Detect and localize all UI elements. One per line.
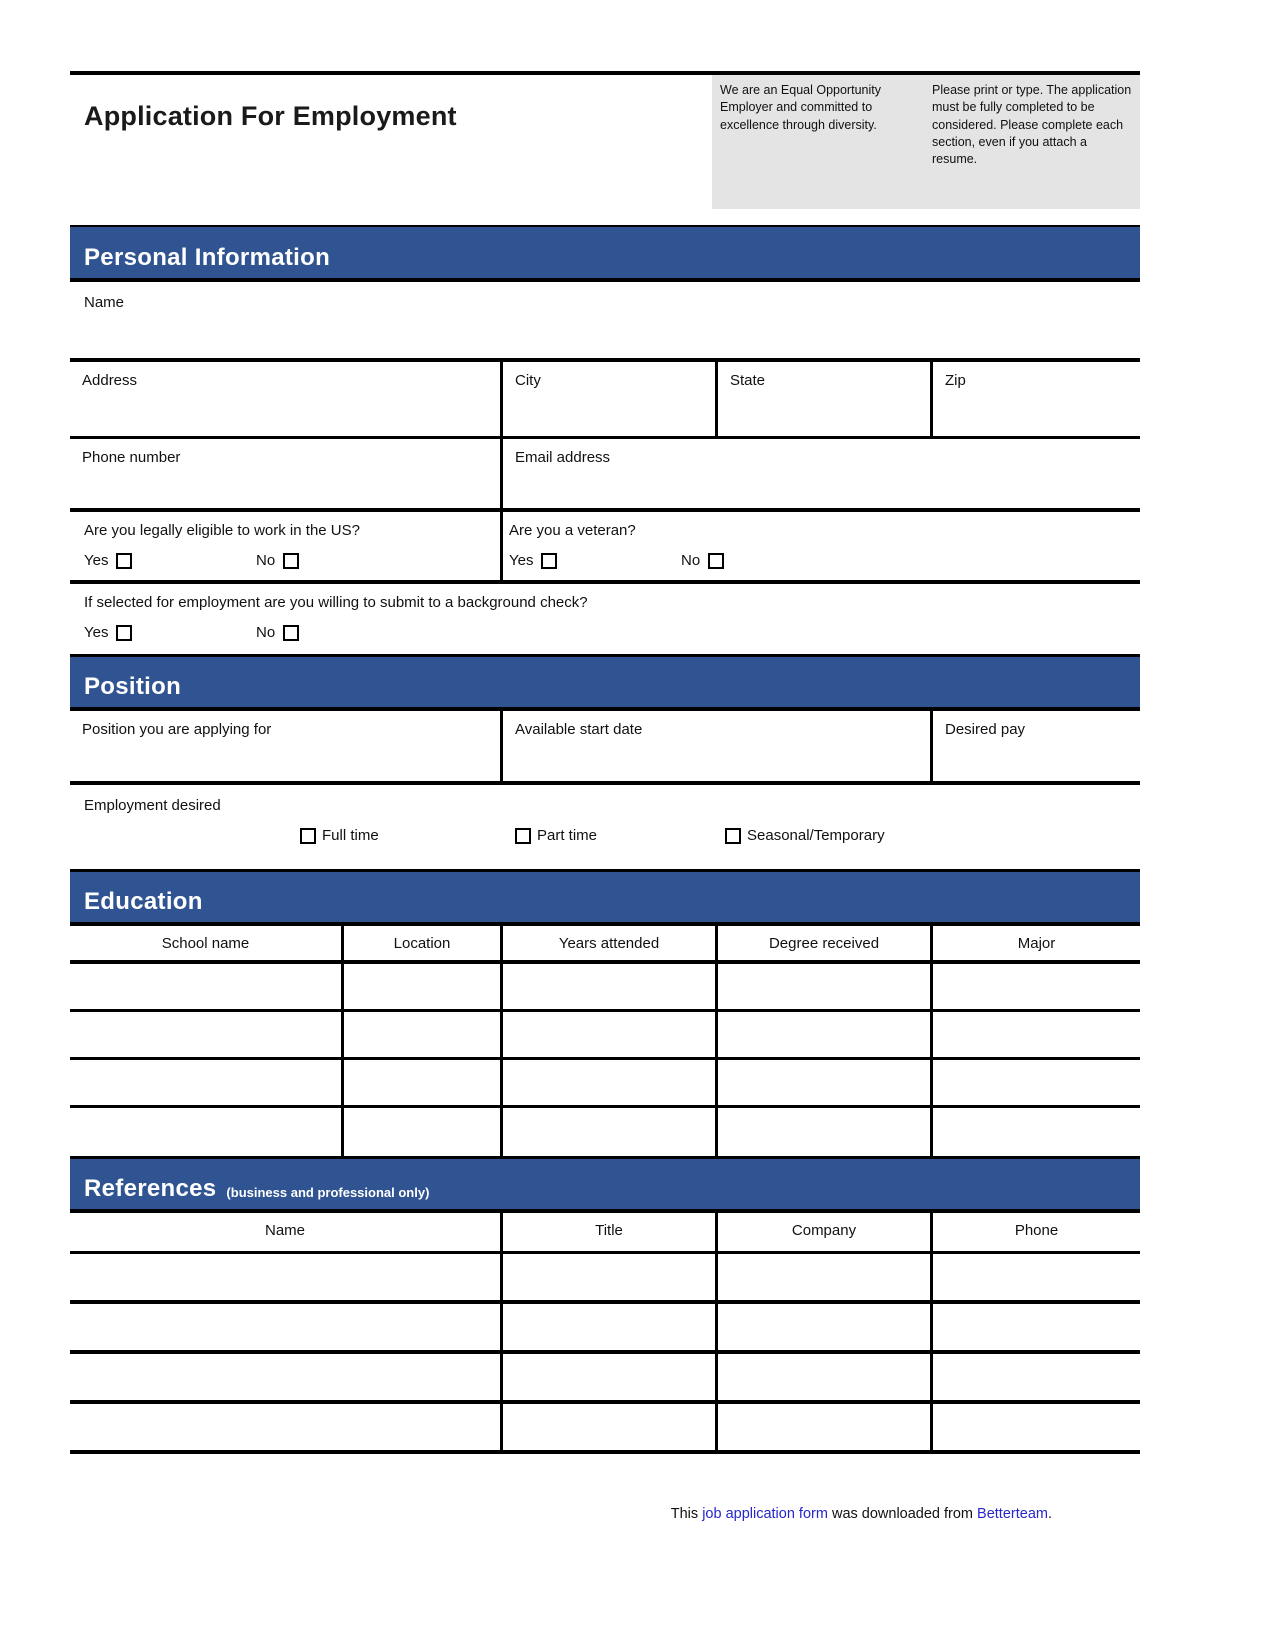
phone-label: Phone number (82, 449, 181, 466)
eeo-notice-text: We are an Equal Opportunity Employer and committed to excellence through diversity. (720, 83, 881, 132)
name-field[interactable] (70, 282, 1140, 358)
education-col-years-attended: Years attended (500, 926, 715, 960)
education-cell-degree[interactable] (715, 964, 930, 1009)
footer-attribution (70, 1506, 1140, 1522)
education-cell-years[interactable] (500, 1012, 715, 1057)
page-title: Application For Employment (84, 101, 457, 131)
reference-cell-company[interactable] (715, 1404, 930, 1450)
reference-cell-title[interactable] (500, 1304, 715, 1350)
references-table-row (70, 1304, 1140, 1354)
education-header-row (70, 926, 1140, 964)
footer-prefix: This (670, 1506, 703, 1522)
references-subtitle: (business and professional only) (226, 1185, 430, 1200)
background-no-checkbox[interactable] (283, 625, 299, 641)
veteran-question-cell (500, 512, 1140, 580)
footer-suffix: . (1047, 1506, 1052, 1522)
employment-desired-block (70, 785, 1140, 869)
education-cell-school[interactable] (70, 964, 341, 1009)
footer-middle: was downloaded from (827, 1506, 978, 1522)
job-application-form-link[interactable]: job application form (702, 1506, 828, 1522)
start-date-label: Available start date (515, 721, 643, 738)
reference-cell-title[interactable] (500, 1354, 715, 1400)
veteran-question-label: Are you a veteran? (509, 522, 636, 539)
education-cell-degree[interactable] (715, 1060, 930, 1105)
education-title: Education (84, 888, 203, 915)
education-col-degree-received: Degree received (715, 926, 930, 960)
education-cell-location[interactable] (341, 1012, 500, 1057)
education-col-location: Location (341, 926, 500, 960)
section-header-references (70, 1156, 1140, 1213)
education-col-major: Major (930, 926, 1140, 960)
references-header-row (70, 1213, 1140, 1254)
education-cell-degree[interactable] (715, 1108, 930, 1156)
part-time-label: Part time (537, 827, 598, 844)
full-time-label: Full time (322, 827, 379, 844)
reference-cell-phone[interactable] (930, 1304, 1140, 1350)
state-label: State (730, 372, 766, 389)
eligible-yes-label: Yes (84, 552, 109, 569)
education-table-row (70, 1108, 1140, 1156)
desired-pay-field[interactable] (930, 711, 1140, 781)
eligibility-question-label: Are you legally eligible to work in the US? (84, 522, 360, 539)
personal-information-title: Personal Information (84, 244, 331, 271)
education-cell-location[interactable] (341, 964, 500, 1009)
email-field[interactable] (500, 439, 1140, 508)
section-header-position (70, 654, 1140, 711)
zip-label: Zip (945, 372, 966, 389)
reference-cell-name[interactable] (70, 1404, 500, 1450)
references-table-row (70, 1254, 1140, 1304)
reference-cell-company[interactable] (715, 1354, 930, 1400)
education-cell-location[interactable] (341, 1108, 500, 1156)
references-table-row (70, 1354, 1140, 1404)
education-col-school-name: School name (161, 935, 250, 952)
veteran-no-checkbox[interactable] (708, 553, 724, 569)
education-cell-major[interactable] (930, 1060, 1140, 1105)
eligibility-veteran-row (70, 512, 1140, 584)
education-table-row (70, 964, 1140, 1012)
reference-cell-name[interactable] (70, 1254, 500, 1300)
address-field[interactable] (70, 362, 500, 436)
education-cell-school[interactable] (70, 1012, 341, 1057)
education-table-row (70, 1012, 1140, 1060)
veteran-no-label: No (681, 552, 701, 569)
background-check-question-label: If selected for employment are you willing to submit to a background check? (84, 594, 588, 611)
background-yes-label: Yes (84, 624, 109, 641)
part-time-checkbox[interactable] (515, 828, 531, 844)
print-instructions-text: Please print or type. The application must be fully completed to be considered. Please complete each section, even if you attach a resume. (932, 83, 1132, 166)
eligible-no-checkbox[interactable] (283, 553, 299, 569)
references-col-name: Name (264, 1222, 305, 1239)
email-label: Email address (515, 449, 611, 466)
start-date-field[interactable] (500, 711, 930, 781)
references-table-row (70, 1404, 1140, 1454)
phone-email-row (70, 439, 1140, 512)
name-label: Name (84, 294, 125, 311)
zip-field[interactable] (930, 362, 1140, 436)
references-col-title: Title (500, 1213, 715, 1251)
reference-cell-company[interactable] (715, 1254, 930, 1300)
reference-cell-name[interactable] (70, 1354, 500, 1400)
full-time-checkbox[interactable] (300, 828, 316, 844)
reference-cell-title[interactable] (500, 1254, 715, 1300)
references-table (70, 1213, 1140, 1454)
phone-field[interactable] (70, 439, 500, 508)
desired-pay-label: Desired pay (945, 721, 1026, 738)
veteran-yes-checkbox[interactable] (541, 553, 557, 569)
reference-cell-name[interactable] (70, 1304, 500, 1350)
references-col-phone: Phone (930, 1213, 1140, 1251)
city-label: City (515, 372, 541, 389)
notice-box (712, 75, 1140, 209)
reference-cell-phone[interactable] (930, 1354, 1140, 1400)
education-table (70, 926, 1140, 1156)
background-yes-checkbox[interactable] (116, 625, 132, 641)
education-cell-years[interactable] (500, 1060, 715, 1105)
personal-info-table (70, 358, 1140, 654)
education-cell-school[interactable] (70, 1108, 341, 1156)
education-cell-major[interactable] (930, 1108, 1140, 1156)
education-cell-school[interactable] (70, 1060, 341, 1105)
references-col-company: Company (715, 1213, 930, 1251)
position-applying-label: Position you are applying for (82, 721, 272, 738)
education-cell-years[interactable] (500, 1108, 715, 1156)
eligible-no-label: No (256, 552, 276, 569)
education-table-row (70, 1060, 1140, 1108)
background-check-cell (70, 584, 1140, 654)
eligible-yes-checkbox[interactable] (116, 553, 132, 569)
section-header-education (70, 869, 1140, 926)
reference-cell-phone[interactable] (930, 1404, 1140, 1450)
position-title: Position (84, 673, 182, 700)
reference-cell-company[interactable] (715, 1304, 930, 1350)
form-header (70, 71, 1140, 209)
position-applying-field[interactable] (70, 711, 500, 781)
education-cell-location[interactable] (341, 1060, 500, 1105)
reference-cell-title[interactable] (500, 1404, 715, 1450)
eligibility-question-cell (70, 512, 500, 580)
reference-cell-phone[interactable] (930, 1254, 1140, 1300)
seasonal-temporary-checkbox[interactable] (725, 828, 741, 844)
education-cell-major[interactable] (930, 964, 1140, 1009)
position-row (70, 711, 1140, 785)
address-row (70, 362, 1140, 439)
employment-desired-label: Employment desired (84, 797, 221, 814)
education-cell-degree[interactable] (715, 1012, 930, 1057)
background-check-row (70, 584, 1140, 654)
section-header-personal-information (70, 225, 1140, 282)
veteran-yes-label: Yes (509, 552, 534, 569)
education-cell-years[interactable] (500, 964, 715, 1009)
betterteam-link[interactable]: Betterteam (977, 1506, 1048, 1522)
education-cell-major[interactable] (930, 1012, 1140, 1057)
references-title: References (84, 1175, 217, 1202)
address-label: Address (82, 372, 138, 389)
state-field[interactable] (715, 362, 930, 436)
background-no-label: No (256, 624, 276, 641)
city-field[interactable] (500, 362, 715, 436)
seasonal-temporary-label: Seasonal/Temporary (747, 827, 885, 844)
